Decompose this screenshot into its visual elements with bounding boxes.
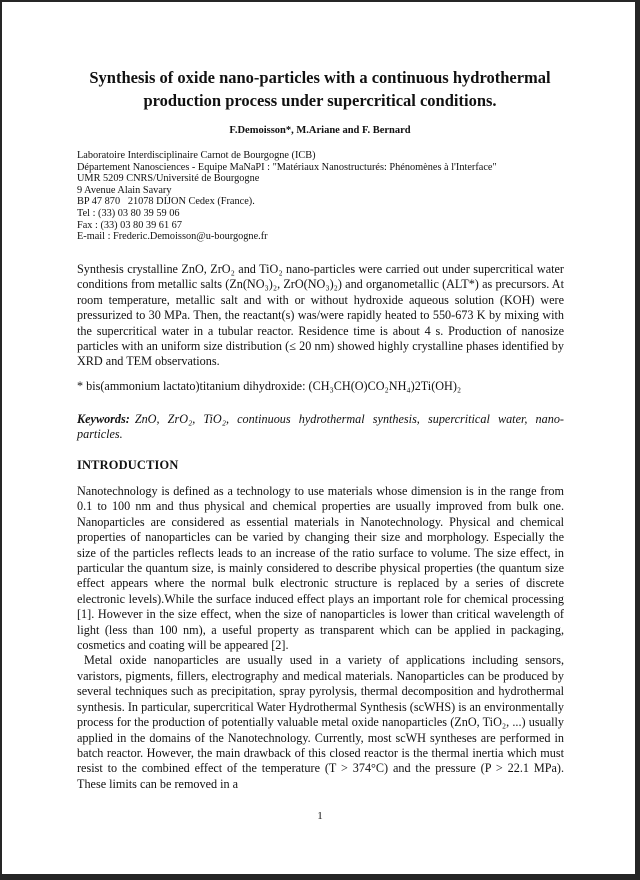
section-heading-introduction: INTRODUCTION <box>77 458 179 472</box>
page-title <box>70 66 570 112</box>
affiliation-block <box>77 150 497 243</box>
affiliation-line: E-mail : Frederic.Demoisson@u-bourgogne.fr <box>77 231 268 243</box>
affiliation-line: BP 47 870 21078 DIJON Cedex (France). <box>77 196 255 208</box>
affiliation-line: Laboratoire Interdisciplinaire Carnot de Bourgogne (ICB) <box>77 150 316 161</box>
page-edge-left <box>0 0 2 880</box>
title-line: Synthesis of oxide nano-particles with a continuous hydrothermal <box>89 68 551 87</box>
intro-paragraph-1: Nanotechnology is defined as a technology to use materials whose dimension is in the range from 0.1 to 100 nm and thus physical and chemical properties are usually improved from bulk one. Nanoparticles are considered as essential materials in Nanotechnology. Physical and chemical properties of nanoparticles can be varied by changing their size and morphology. Especially the size of the particles reflects leads to an increase of the ratio surface to volume. The size effect, in particular the quantum size, is mainly considered to describe physical properties (the quantum size effect appears where the normal bulk electronic structure is replaced by a series of discrete electronic levels).While the surface induced effect plays an important role for chemical processing [1]. However in the size effect, when the size of nanoparticles is lower than critical wavelength of light (less than 100 nm), a useful property as transparent which can be applied in packaging, cosmetics and coating will be appeared [2]. <box>77 484 564 653</box>
abstract-paragraph: Synthesis crystalline ZnO, ZrO₂ and TiO₂ nano-particles were carried out under supercritical water conditions from metallic salts (Zn(NO₃)₂, ZrO(NO₃)₂) and organometallic (ALT*) as precursors. At room temperature, metallic salt and with or without hydroxide aqueous solution (KOH) were pressurized to 30 MPa. Then, the reactant(s) was/were rapidly heated to 550-673 K by mixing with the supercritical water in a tubular reactor. Residence time is about 4 s. Production of nanosize particles with an uniform size distribution (≤ 20 nm) showed highly crystalline phases identified by XRD and TEM observations. <box>77 262 564 369</box>
keywords-text: ZnO, ZrO₂, TiO₂, continuous hydrothermal synthesis, supercritical water, nano-particles. <box>77 412 564 442</box>
intro-paragraph-2: Metal oxide nanoparticles are usually used in a variety of applications including sensors, varistors, pigments, fillers, electrography and medical materials. Nanoparticles can be produced by several techniques such as precipitation, spray pyrolysis, thermal decomposition and hydrothermal synthesis. In particular, supercritical Water Hydrothermal Synthesis (scWHS) is an environmentally process for the production of potentially valuable metal oxide nanoparticles (ZnO, TiO₂, ...) usually applied in the domains of the Nanotechnology. Currently, most scWH syntheses are performed in batch reactor. However, the main drawback of this closed reactor is the thermal inertia which must resist to the combined effect of the temperature (T > 374°C) and the pressure (P > 22.1 MPa). These limits can be removed in a <box>77 653 564 791</box>
page-edge-top <box>0 0 640 2</box>
affiliation-line: 9 Avenue Alain Savary <box>77 184 172 196</box>
title-line: production process under supercritical conditions. <box>143 91 497 110</box>
authors-line: F.Demoisson*, M.Ariane and F. Bernard <box>229 125 411 136</box>
page-edge-right <box>635 0 640 880</box>
keywords-label: Keywords: <box>77 412 130 426</box>
affiliation-line: Département Nanosciences - Equipe MaNaPI : "Matériaux Nanostructurés: Phénomènes à l'Interface" <box>77 161 497 173</box>
page-number: 1 <box>317 810 323 822</box>
introduction-body <box>77 484 564 792</box>
affiliation-line: Tel : (33) 03 80 39 59 06 <box>77 207 180 219</box>
affiliation-line: UMR 5209 CNRS/Université de Bourgogne <box>77 173 260 185</box>
footnote-line: * bis(ammonium lactato)titanium dihydroxide: (CH₃CH(O)CO₂NH₄)2Ti(OH)₂ <box>77 379 462 393</box>
keywords-line <box>77 412 564 443</box>
page-edge-bottom <box>0 874 640 880</box>
affiliation-line: Fax : (33) 03 80 39 61 67 <box>77 219 182 231</box>
